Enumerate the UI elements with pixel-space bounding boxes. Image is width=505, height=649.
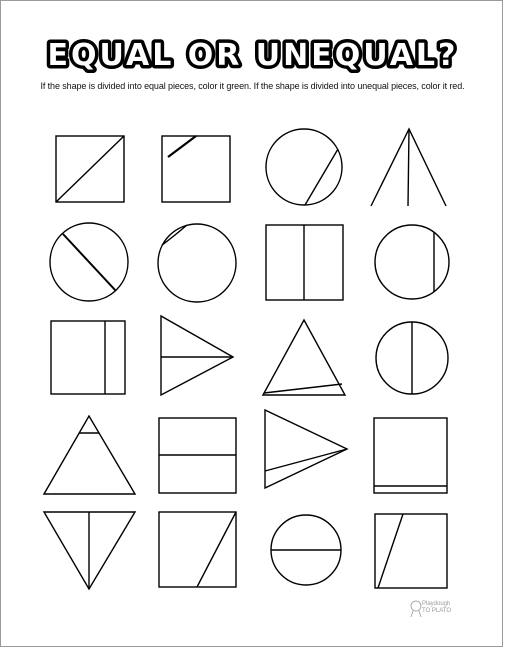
shapes-grid <box>1 1 504 648</box>
shape-triangle-vertical-offset[interactable] <box>371 129 446 206</box>
shape-square-horizontal-halves[interactable] <box>159 418 236 493</box>
shape-square-diagonal[interactable] <box>56 136 124 202</box>
shape-triangle-near-top-line[interactable] <box>44 416 135 494</box>
shape-square-bottom-strip[interactable] <box>374 418 447 493</box>
shape-circle-small-arc[interactable] <box>158 224 236 302</box>
shape-circle-vertical-halves[interactable] <box>376 322 448 394</box>
shape-triangle-skewed-line[interactable] <box>265 410 347 488</box>
shape-square-vertical-offset[interactable] <box>51 321 125 394</box>
shape-circle-horizontal-halves[interactable] <box>271 515 341 585</box>
shape-triangle-horizontal-median[interactable] <box>161 316 233 395</box>
instructions: If the shape is divided into equal pieces, color it green. If the shape is divided into unequal pieces, color it red. <box>40 81 465 91</box>
shape-square-vertical-halves[interactable] <box>266 225 343 300</box>
shape-circle-off-center-vertical[interactable] <box>375 225 449 299</box>
shape-square-slanted-line[interactable] <box>375 514 447 588</box>
shape-circle-off-center-chord[interactable] <box>266 129 342 205</box>
logo-icon <box>411 601 421 617</box>
shape-square-partial-diagonal[interactable] <box>159 512 236 587</box>
logo: Playdough TO PLATO <box>422 601 452 614</box>
shape-triangle-near-base-line[interactable] <box>263 320 345 395</box>
shape-triangle-vertical-halves[interactable] <box>44 512 135 589</box>
page-title: EQUAL OR UNEQUAL? <box>47 38 459 73</box>
shape-square-corner-cut[interactable] <box>162 136 230 202</box>
shape-circle-diagonal-chord[interactable] <box>50 223 128 301</box>
